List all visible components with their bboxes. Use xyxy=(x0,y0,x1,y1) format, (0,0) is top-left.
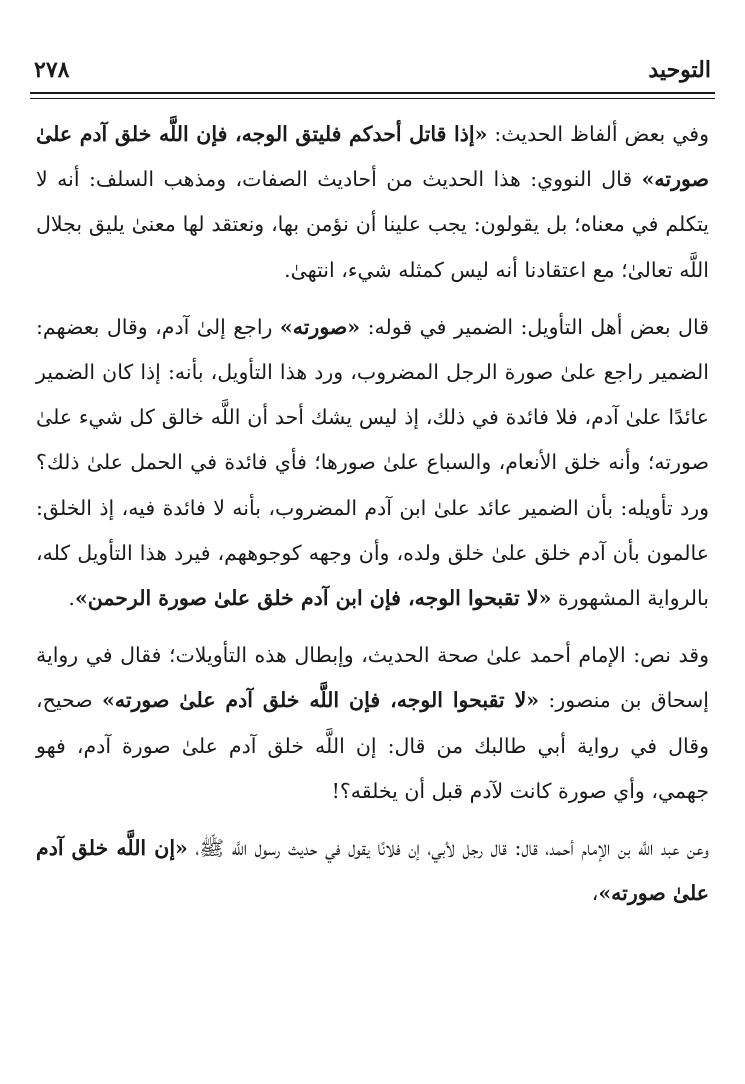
paragraph-1 xyxy=(36,112,709,293)
header-rule-thin xyxy=(30,98,715,99)
hadith-quote: «لا تقبحوا الوجه، فإن اللَّه خلق آدم علىٰ صورته» xyxy=(102,688,540,713)
paragraph-4 xyxy=(36,826,709,916)
text-run: وعن عبد اللَّه بن الإمام أحمد، قال: قال رجل لأبي، إن فلانًا يقول في حديث رسول اللَّه ﷺ، xyxy=(187,836,710,861)
text-run: قال النووي: هذا الحديث من أحاديث الصفات، ومذهب السلف: أنه لا يتكلم في معناه؛ بل يقولون: يجب علينا أن نؤمن بها، ونعتقد لها معنىٰ يليق بجلال اللَّه تعالىٰ؛ مع اعتقادنا أنه ليس كمثله شيء، انتهىٰ. xyxy=(36,167,709,282)
text-run: . xyxy=(68,586,75,611)
header-rule-thick xyxy=(30,92,715,94)
text-run: ، xyxy=(591,881,599,906)
page-body xyxy=(36,112,709,916)
paragraph-3 xyxy=(36,633,709,814)
quoted-word: «صورته» xyxy=(279,314,361,339)
hadith-quote: «إذا قاتل أحدكم فليتق الوجه، فإن اللَّه خلق آدم علىٰ صورته» xyxy=(36,122,709,192)
text-run: قال بعض أهل التأويل: الضمير في قوله: xyxy=(360,314,709,339)
hadith-quote: «إن اللَّه خلق آدم علىٰ صورته» xyxy=(36,836,709,906)
paragraph-2 xyxy=(36,305,709,621)
text-run: وقد نص: الإمام أحمد علىٰ صحة الحديث، وإبطال هذه التأويلات؛ فقال في رواية إسحاق بن منصور: xyxy=(36,643,709,713)
page-number: ٢٧٨ xyxy=(34,57,70,83)
page-header xyxy=(34,52,711,88)
text-run: وفي بعض ألفاظ الحديث: xyxy=(487,122,709,146)
hadith-quote: «لا تقبحوا الوجه، فإن ابن آدم خلق علىٰ صورة الرحمن» xyxy=(74,586,552,611)
text-run: راجع إلىٰ آدم، وقال بعضهم: الضمير راجع علىٰ صورة الرجل المضروب، ورد هذا التأويل، بأنه: إذا كان الضمير عائدًا علىٰ آدم، فلا فائدة في ذلك، إذ ليس يشك أحد أن اللَّه خالق كل شيء علىٰ صورته؛ وأنه خلق الأنعام، والسباع علىٰ صورها؛ فأي فائدة في الحمل علىٰ ذلك؟ ورد تأويله: بأن الضمير عائد علىٰ ابن آدم المضروب، بأنه لا فائدة فيه، إذ الخلق: عالمون بأن آدم خلق علىٰ خلق ولده، وأن وجهه كوجوههم، فيرد هذا التأويل كله، بالرواية المشهورة xyxy=(36,314,709,611)
chapter-title: التوحيد xyxy=(648,57,711,83)
text-run: صحيح، وقال في رواية أبي طالبك من قال: إن اللَّه خلق آدم علىٰ صورة آدم، فهو جهمي، وأي صورة كانت لآدم قبل أن يخلقه؟! xyxy=(36,688,709,803)
